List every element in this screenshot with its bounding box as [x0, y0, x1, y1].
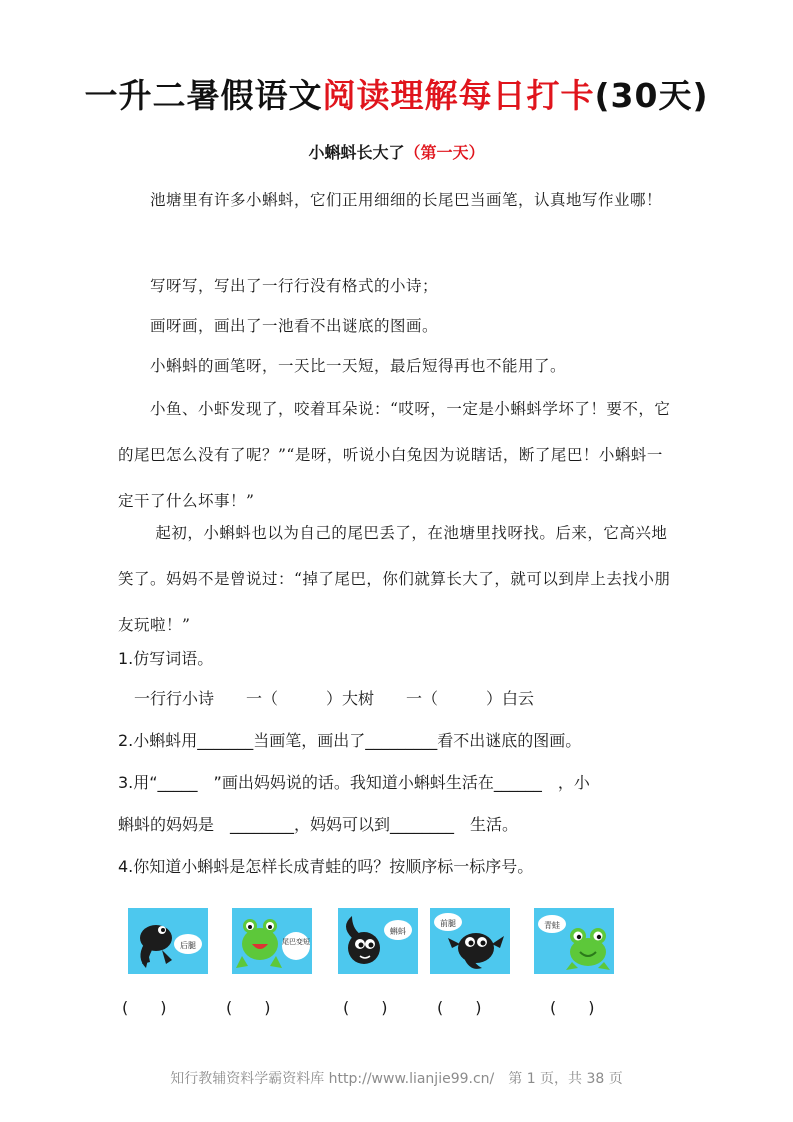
tadpole-back-legs-icon [128, 908, 208, 974]
question-1-items: 一行行小诗 一（ ）大树 一（ ）白云 [118, 689, 535, 708]
title-black-part: 一升二暑假语文 [84, 76, 323, 115]
growth-pictures [0, 908, 793, 978]
passage-paragraph-5: 小鱼、小虾发现了，咬着耳朵说：“哎呀，一定是小蝌蚪学坏了！要不，它的尾巴怎么没有了呢？”“是呀，听说小白兔因为说瞎话，断了尾巴！小蝌蚪一定干了什么坏事！” [118, 400, 671, 510]
answer-blank-2[interactable]: ( ) [226, 998, 271, 1017]
passage-paragraph-4: 小蝌蚪的画笔呀，一天比一天短，最后短得再也不能用了。 [118, 357, 567, 375]
tadpole-icon [338, 908, 418, 974]
picture-label: 尾巴变短 [282, 938, 310, 946]
page-title [0, 70, 793, 117]
picture-label: 前腿 [440, 919, 456, 928]
question-3-line-2: 蝌蚪的妈妈是 ________，妈妈可以到________ 生活。 [118, 815, 519, 834]
page-footer: 知行教辅资料学霸资料库 http://www.lianjie99.cn/ 第 1 页，共 38 页 [170, 1071, 623, 1087]
tadpole-front-legs-icon [430, 908, 510, 974]
passage-paragraph-2: 写呀写，写出了一行行没有格式的小诗； [118, 277, 439, 295]
title-red-part: 阅读理解每日打卡 [322, 76, 595, 115]
question-3-line-1: 3.用“_____ ”画出妈妈说的话。我知道小蝌蚪生活在______ ，小 [118, 773, 590, 792]
answer-blank-3[interactable]: ( ) [343, 998, 388, 1017]
passage-title [0, 140, 793, 163]
frog-icon [534, 908, 614, 974]
passage-title-main: 小蝌蚪长大了 [308, 143, 405, 162]
answer-blank-5[interactable]: ( ) [550, 998, 595, 1017]
answer-blank-1[interactable]: ( ) [122, 998, 167, 1017]
picture-label: 后腿 [180, 941, 196, 950]
frog-short-tail-icon [232, 908, 312, 974]
passage-paragraph-3: 画呀画，画出了一池看不出谜底的图画。 [118, 317, 439, 335]
passage-paragraph-1: 池塘里有许多小蝌蚪，它们正用细细的长尾巴当画笔，认真地写作业哪！ [118, 191, 663, 209]
passage-paragraph-6: 起初，小蝌蚪也以为自己的尾巴丢了，在池塘里找呀找。后来，它高兴地笑了。妈妈不是曾说过：“掉了尾巴，你们就算长大了，就可以到岸上去找小朋友玩啦！” [118, 524, 671, 634]
picture-label: 青蛙 [544, 921, 560, 930]
question-1: 1.仿写词语。 [118, 649, 214, 668]
question-2: 2.小蝌蚪用_______当画笔，画出了_________看不出谜底的图画。 [118, 731, 582, 750]
picture-label: 蝌蚪 [390, 927, 406, 936]
title-tail: (30天) [594, 76, 709, 115]
passage-title-day: （第一天） [404, 143, 485, 162]
question-4: 4.你知道小蝌蚪是怎样长成青蛙的吗？按顺序标一标序号。 [118, 857, 534, 876]
answer-blank-4[interactable]: ( ) [437, 998, 482, 1017]
